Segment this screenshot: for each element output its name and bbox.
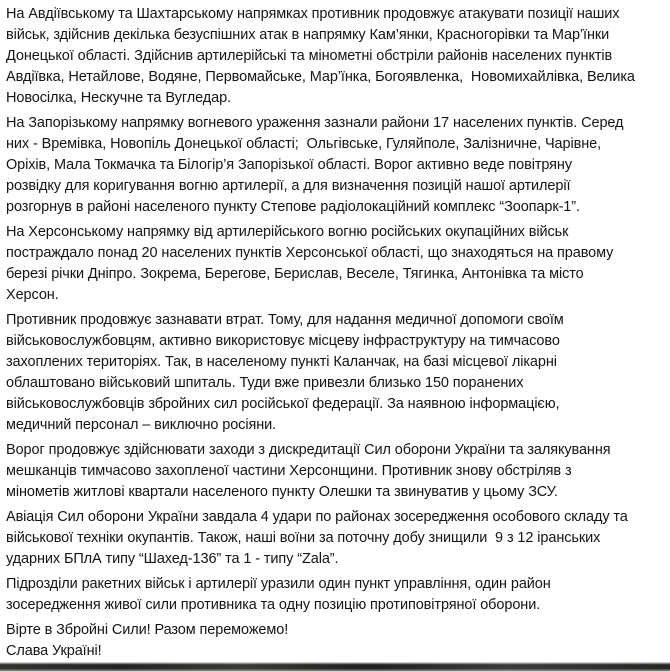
text-line: мешканців тимчасово захопленої частини Херсонщини. Противник знову обстріляв з: [6, 463, 572, 479]
paragraph: [6, 4, 664, 109]
text-line: розгорнув в районі населеного пункту Степове радіолокаційний комплекс “Зоопарк-1”.: [6, 199, 580, 215]
text-line: На Запорізькому напрямку вогневого ураження зазнали райони 17 населених пунктів. Серед: [6, 115, 624, 131]
text-line: Херсон.: [6, 287, 59, 303]
text-line: Донецької області. Здійснив артилерійські та мінометні обстріли районів населених пунктів: [6, 48, 613, 64]
text-line: На Авдіївському та Шахтарському напрямках противник продовжує атакувати позиції наших: [6, 6, 620, 22]
paragraph: [6, 222, 664, 306]
paragraph: [6, 440, 664, 503]
photo-top-edge: [0, 662, 670, 671]
text-line: Новосілка, Нескучне та Вугледар.: [6, 90, 231, 106]
text-line: мінометів житлові квартали населеного пункту Олешки та звинуватив у цьому ЗСУ.: [6, 484, 558, 500]
text-line: військовослужбовців збройних сил російської федерації. За наявною інформацією,: [6, 396, 560, 412]
text-line: постраждало понад 20 населених пунктів Херсонської області, що знаходяться на правому: [6, 245, 614, 261]
text-line: Авдіївка, Нетайлове, Водяне, Первомайське, Мар’їнка, Богоявленка, Новомихайлівка, Велика: [6, 69, 635, 85]
text-line: військової техніки окупантів. Також, наші воїни за поточну добу знищили 9 з 12 іранських: [6, 530, 601, 546]
text-line: облаштовано військовий шпиталь. Туди вже привезли близько 150 поранених: [6, 375, 524, 391]
text-line: Авіація Сил оборони України завдала 4 удари по районах зосередження особового складу та: [6, 509, 628, 525]
text-line: розвідку для коригування вогню артилерії, а для визначення позицій нашої артилерії: [6, 178, 571, 194]
paragraph: [6, 113, 664, 218]
text-line: військ, здійснив декілька безуспішних атак в напрямку Кам’янки, Красногорівки та Мар’їнки: [6, 27, 610, 43]
text-line: Оріхів, Мала Токмачка та Білогір’я Запорізької області. Ворог активно веде повітряну: [6, 157, 572, 173]
text-line: ударних БПлА типу “Шахед-136” та 1 - типу “Zala”.: [6, 551, 339, 567]
text-line: захоплених територіях. Так, в населеному пункті Каланчак, на базі місцевої лікарні: [6, 354, 557, 370]
text-line: військовослужбовцям, активно використовує місцеву інфраструктуру на тимчасово: [6, 333, 560, 349]
paragraph: [6, 620, 664, 662]
paragraph: [6, 574, 664, 616]
paragraph: [6, 507, 664, 570]
text-line: Вірте в Збройні Сили! Разом переможемо!: [6, 622, 289, 638]
text-line: березі річки Дніпро. Зокрема, Берегове, Берислав, Веселе, Тягинка, Антонівка та місто: [6, 266, 584, 282]
text-line: Підрозділи ракетних військ і артилерії уразили один пункт управління, один район: [6, 576, 551, 592]
text-line: На Херсонському напрямку від артилерійського вогню російських окупаційних військ: [6, 224, 569, 240]
text-line: Ворог продовжує здійснювати заходи з дискредитації Сил оборони України та залякування: [6, 442, 611, 458]
text-line: зосередження живої сили противника та одну позицію протиповітряної оборони.: [6, 597, 541, 613]
paragraph: [6, 310, 664, 436]
text-line: них - Времівка, Новопіль Донецької області; Ольгівське, Гуляйполе, Залізничне, Чарівне,: [6, 136, 602, 152]
text-line: Слава Україні!: [6, 643, 102, 659]
text-line: Противник продовжує зазнавати втрат. Тому, для надання медичної допомоги своїм: [6, 312, 564, 328]
text-line: медичний персонал – виключно росіяни.: [6, 417, 277, 433]
